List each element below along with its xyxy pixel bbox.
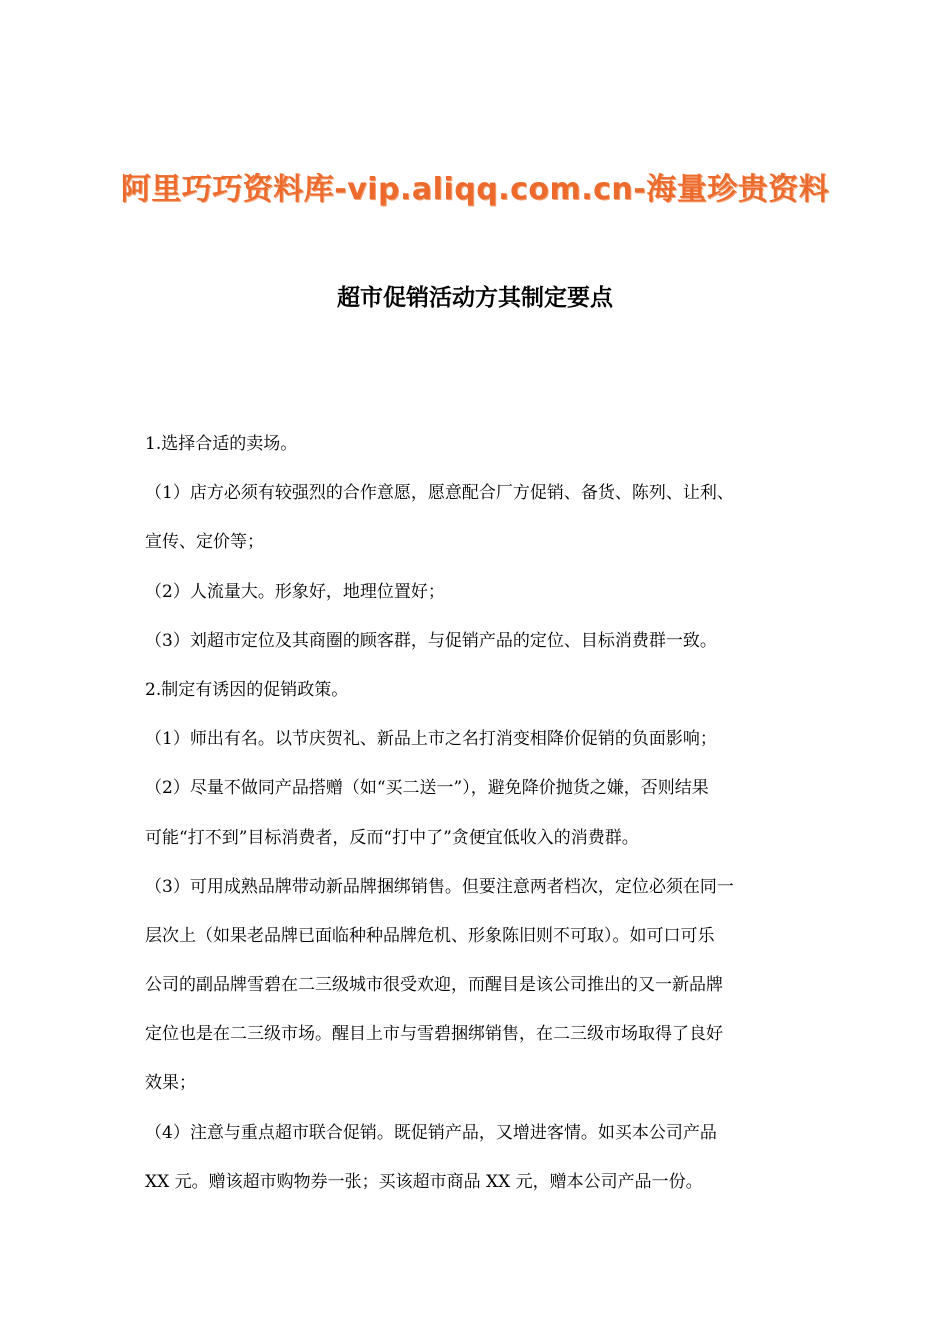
body-line: （4）注意与重点超市联合促销。既促销产品，又增进客情。如买本公司产品 <box>145 1122 717 1143</box>
body-line: 可能“打不到”目标消费者，反而“打中了”贪便宜低收入的消费群。 <box>145 827 639 848</box>
body-line: 公司的副品牌雪碧在二三级城市很受欢迎，而醒目是该公司推出的又一新品牌 <box>145 975 723 996</box>
body-line: 层次上（如果老品牌已面临种种品牌危机、形象陈旧则不可取）。如可口可乐 <box>145 925 715 946</box>
body-line: 定位也是在二三级市场。醒目上市与雪碧捆绑销售，在二三级市场取得了良好 <box>145 1024 723 1045</box>
body-line: 2.制定有诱因的促销政策。 <box>145 679 349 700</box>
body-line: （2）人流量大。形象好，地理位置好； <box>145 581 445 602</box>
body-line: 宣传、定价等； <box>145 532 264 553</box>
body-line: （2）尽量不做同产品搭赠（如“买二送一”），避免降价抛货之嫌，否则结果 <box>145 778 709 799</box>
body-line: （3）可用成熟品牌带动新品牌捆绑销售。但要注意两者档次，定位必须在同一 <box>145 876 734 897</box>
body-line: （1）店方必须有较强烈的合作意愿，愿意配合厂方促销、备货、陈列、让利、 <box>145 483 734 504</box>
body-line: （3）刘超市定位及其商圈的顾客群，与促销产品的定位、目标消费群一致。 <box>145 630 717 651</box>
body-line: （1）师出有名。以节庆贺礼、新品上市之名打消变相降价促销的负面影响； <box>145 729 717 750</box>
watermark-banner: 阿里巧巧资料库-vip.aliqq.com.cn-海量珍贵资料 <box>120 172 830 207</box>
body-line: XX 元。赠该超市购物券一张；买该超市商品 XX 元，赠本公司产品一份。 <box>145 1171 703 1192</box>
document-body <box>145 428 810 1215</box>
body-line: 1.选择合适的卖场。 <box>145 434 298 454</box>
document-title: 超市促销活动方其制定要点 <box>337 284 613 311</box>
body-line: 效果； <box>145 1073 196 1094</box>
